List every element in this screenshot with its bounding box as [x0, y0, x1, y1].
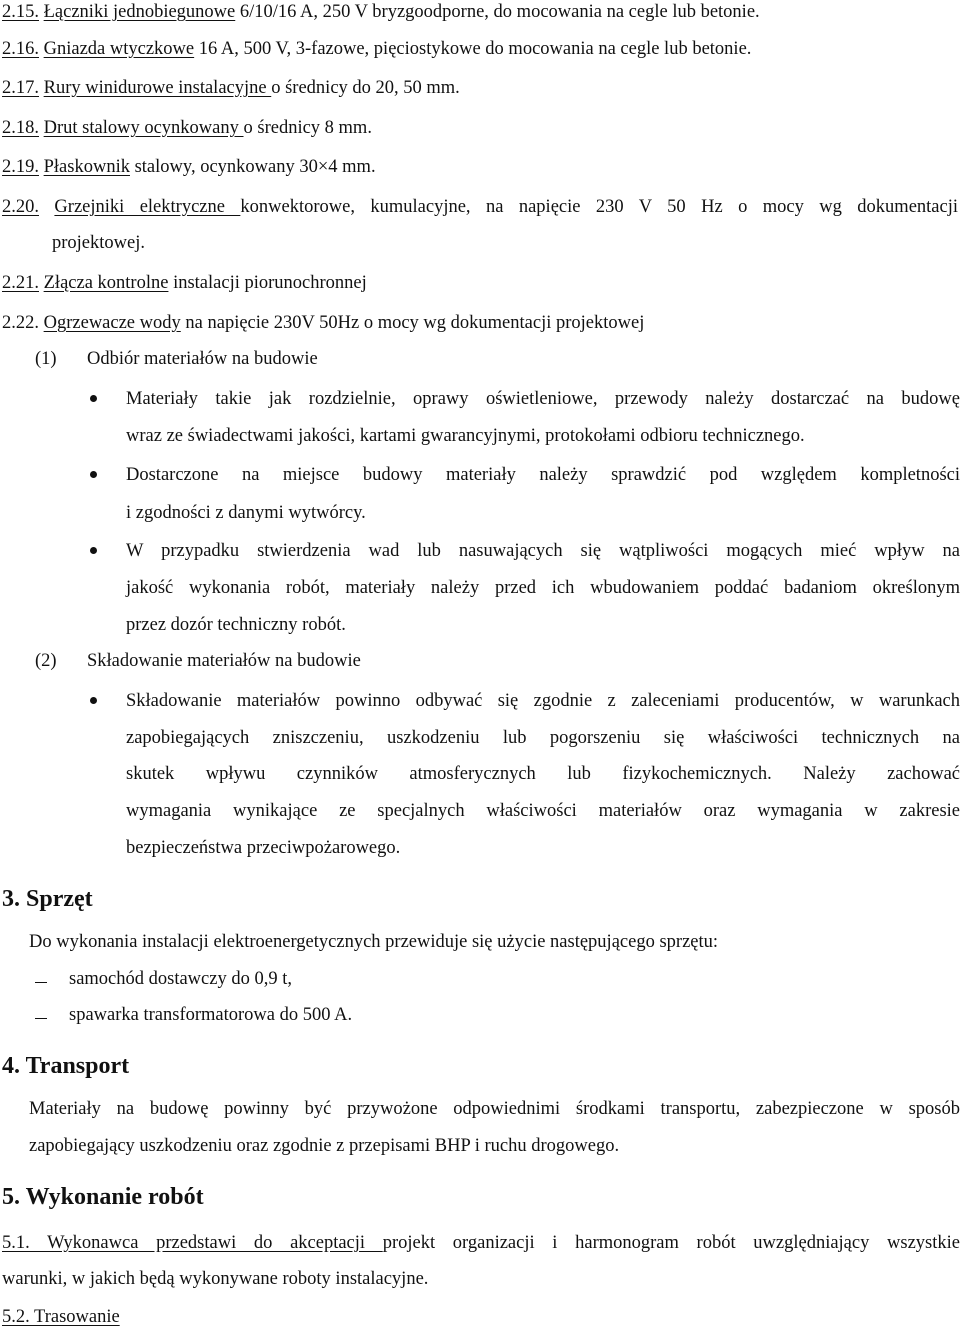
item-2-22	[2, 312, 644, 334]
item-description: stalowy, ocynkowany 30×4 mm.	[129, 157, 376, 177]
bullet-icon	[90, 547, 97, 554]
sub2-bullet1-line1: Składowanie materiałów powinno odbywać się zgodnie z zaleceniami producentów, w warunkach	[126, 691, 960, 711]
item-number: 2.21.	[2, 273, 39, 293]
item-number: 2.17.	[2, 78, 39, 98]
dash-icon	[35, 982, 47, 983]
sub2-bullet1-line3: skutek wpływu czynników atmosferycznych lub fizykochemicznych. Należy zachować	[126, 764, 960, 784]
item-title: Ogrzewacze wody	[43, 313, 181, 333]
item-number: 2.16.	[2, 39, 39, 59]
item-2-20	[2, 196, 958, 218]
paragraph-5-1-line2: warunki, w jakich będą wykonywane roboty instalacyjne.	[2, 1269, 429, 1289]
bullet-icon	[90, 697, 97, 704]
item-2-18	[2, 117, 372, 139]
item-title: Złącza kontrolne	[43, 273, 169, 293]
item-title: Płaskownik	[43, 157, 130, 177]
section-4-line2: zapobiegający uszkodzeniu oraz zgodnie z przepisami BHP i ruchu drogowego.	[29, 1136, 620, 1156]
equipment-item: samochód dostawczy do 0,9 t,	[69, 969, 292, 989]
subsection-1-number: (1)	[35, 349, 57, 369]
paragraph-5-1	[2, 1232, 960, 1254]
paragraph-5-1-title: 5.1. Wykonawca przedstawi do akceptacji	[2, 1233, 383, 1253]
section-4-heading: 4. Transport	[2, 1053, 130, 1079]
sub1-bullet2-line1: Dostarczone na miejsce budowy materiały należy sprawdzić pod względem kompletności	[126, 465, 960, 485]
subsection-2-title: Składowanie materiałów na budowie	[87, 651, 361, 671]
item-description: 16 A, 500 V, 3-fazowe, pięciostykowe do mocowania na cegle lub betonie.	[194, 39, 752, 59]
item-title: Grzejniki elektryczne	[54, 197, 241, 217]
dash-icon	[35, 1018, 47, 1019]
section-4-line1: Materiały na budowę powinny być przywożone odpowiednimi środkami transportu, zabezpieczone w sposób	[29, 1099, 960, 1119]
item-2-15	[2, 1, 760, 23]
item-2-21	[2, 272, 367, 294]
item-description: o średnicy 8 mm.	[243, 118, 372, 138]
section-3-intro: Do wykonania instalacji elektroenergetycznych przewiduje się użycie następującego sprzętu:	[29, 932, 719, 952]
bullet-icon	[90, 471, 97, 478]
item-number: 2.18.	[2, 118, 39, 138]
item-description: instalacji piorunochronnej	[168, 273, 367, 293]
sub2-bullet1-line4: wymagania wynikające ze specjalnych właściwości materiałów oraz wymagania w zakresie	[126, 801, 960, 821]
item-number: 2.22.	[2, 313, 39, 333]
sub1-bullet3-line2: jakość wykonania robót, materiały należy przed ich wbudowaniem poddać badaniom określonym	[126, 578, 960, 598]
sub1-bullet1-line1: Materiały takie jak rozdzielnie, oprawy oświetleniowe, przewody należy dostarczać na budowę	[126, 389, 960, 409]
subsection-2-number: (2)	[35, 651, 57, 671]
item-2-17	[2, 77, 460, 99]
sub1-bullet1-line2: wraz ze świadectwami jakości, kartami gwarancyjnymi, protokołami odbioru technicznego.	[126, 426, 805, 446]
item-title: Gniazda wtyczkowe	[43, 39, 195, 59]
sub2-bullet1-line2: zapobiegających zniszczeniu, uszkodzeniu lub pogorszeniu się właściwości technicznych na	[126, 728, 960, 748]
item-2-16	[2, 38, 751, 60]
item-number: 2.19.	[2, 157, 39, 177]
subsection-1-title: Odbiór materiałów na budowie	[87, 349, 318, 369]
item-description: o średnicy do 20, 50 mm.	[271, 78, 460, 98]
item-description: 6/10/16 A, 250 V bryzgoodporne, do mocowania na cegle lub betonie.	[235, 2, 760, 22]
bullet-icon	[90, 395, 97, 402]
item-number: 2.20.	[2, 197, 39, 217]
paragraph-5-2: 5.2. Trasowanie	[2, 1307, 120, 1327]
item-2-19	[2, 156, 376, 178]
item-title: Rury winidurowe instalacyjne	[43, 78, 272, 98]
sub1-bullet3-line3: przez dozór techniczny robót.	[126, 615, 346, 635]
paragraph-5-1-text: projekt organizacji i harmonogram robót uwzględniający wszystkie	[382, 1233, 960, 1253]
sub1-bullet2-line2: i zgodności z danymi wytwórcy.	[126, 503, 366, 523]
section-3-heading: 3. Sprzęt	[2, 886, 93, 912]
equipment-item: spawarka transformatorowa do 500 A.	[69, 1005, 353, 1025]
item-description: konwektorowe, kumulacyjne, na napięcie 230 V 50 Hz o mocy wg dokumentacji	[240, 197, 959, 217]
item-title: Drut stalowy ocynkowany	[43, 118, 244, 138]
item-description: na napięcie 230V 50Hz o mocy wg dokumentacji projektowej	[180, 313, 645, 333]
item-title: Łączniki jednobiegunowe	[43, 2, 236, 22]
sub2-bullet1-line5: bezpieczeństwa przeciwpożarowego.	[126, 838, 401, 858]
section-5-heading: 5. Wykonanie robót	[2, 1184, 204, 1210]
sub1-bullet3-line1: W przypadku stwierdzenia wad lub nasuwających się wątpliwości mogących mieć wpływ na	[126, 541, 960, 561]
item-2-20-continuation: projektowej.	[52, 233, 145, 253]
item-number: 2.15.	[2, 2, 39, 22]
